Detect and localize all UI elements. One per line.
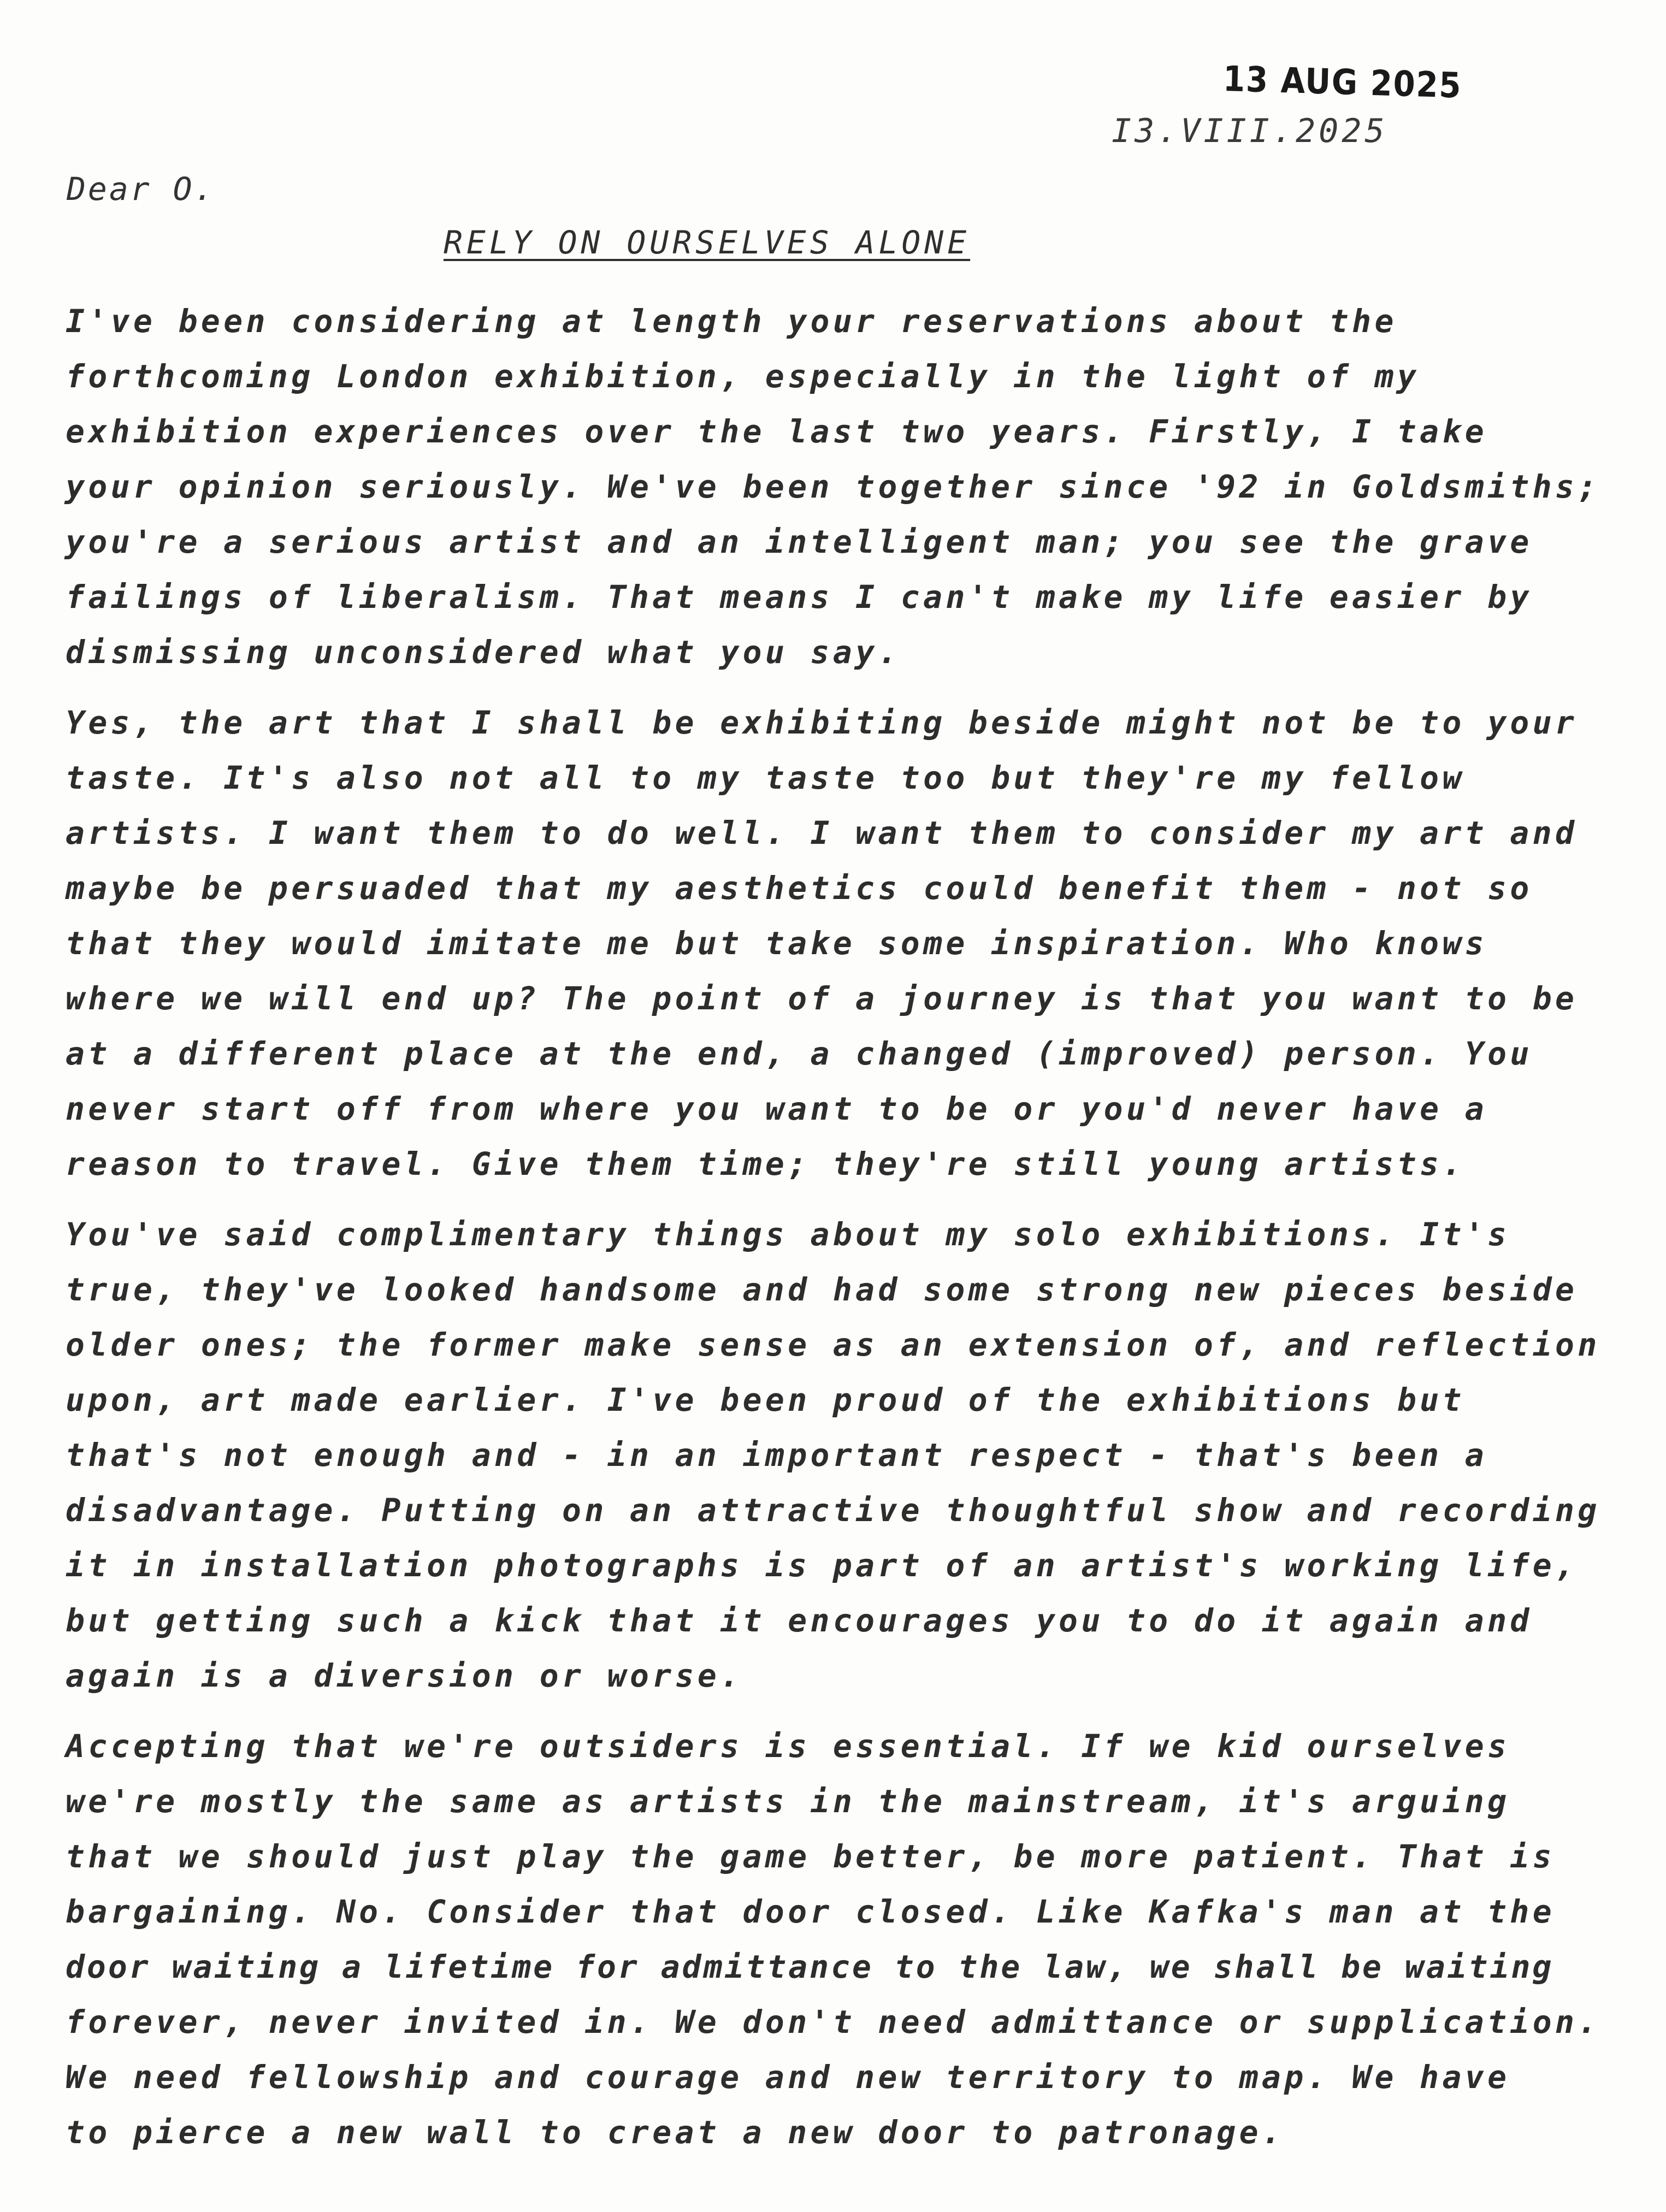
paragraph xyxy=(66,1207,1639,1704)
letter-date: I3.VIII.2025 xyxy=(1112,112,1388,150)
text-line: disadvantage. Putting on an attractive thoughtful show and recording xyxy=(66,1492,1600,1529)
text-line: Accepting that we're outsiders is essential. If we kid ourselves xyxy=(66,1728,1510,1765)
text-line: true, they've looked handsome and had some strong new pieces beside xyxy=(66,1271,1578,1308)
text-line: I've been considering at length your reservations about the xyxy=(66,303,1397,340)
paragraph xyxy=(66,695,1639,1192)
paragraph xyxy=(66,294,1639,680)
text-line: door waiting a lifetime for admittance to the law, we shall be waiting xyxy=(66,1948,1554,1985)
text-line: We need fellowship and courage and new territory to map. We have xyxy=(66,2059,1510,2096)
text-line: that they would imitate me but take some inspiration. Who knows xyxy=(66,925,1488,962)
text-line: failings of liberalism. That means I can't make my life easier by xyxy=(66,578,1533,616)
text-line: Yes, the art that I shall be exhibiting beside might not be to your xyxy=(66,704,1578,741)
text-line: that we should just play the game better, be more patient. That is xyxy=(66,1838,1556,1875)
text-line: your opinion seriously. We've been together since '92 in Goldsmiths; xyxy=(66,468,1600,505)
text-line: exhibition experiences over the last two years. Firstly, I take xyxy=(66,413,1488,450)
text-line: at a different place at the end, a changed (improved) person. You xyxy=(66,1035,1533,1072)
letter-body xyxy=(66,294,1639,2175)
text-line: that's not enough and - in an important respect - that's been a xyxy=(66,1436,1488,1474)
date-stamp: 13 AUG 2025 xyxy=(1222,59,1463,107)
letter-heading: RELY ON OURSELVES ALONE xyxy=(444,224,971,261)
text-line: taste. It's also not all to my taste too but they're my fellow xyxy=(66,759,1465,796)
text-line: reason to travel. Give them time; they're still young artists. xyxy=(66,1145,1465,1182)
text-line: we're mostly the same as artists in the mainstream, it's arguing xyxy=(66,1783,1510,1820)
text-line: where we will end up? The point of a journey is that you want to be xyxy=(66,980,1578,1017)
text-line: older ones; the former make sense as an extension of, and reflection xyxy=(66,1326,1600,1363)
text-line: it in installation photographs is part of an artist's working life, xyxy=(66,1547,1578,1584)
text-line: forever, never invited in. We don't need admittance or supplication. xyxy=(66,2003,1600,2041)
text-line: you're a serious artist and an intelligent man; you see the grave xyxy=(66,523,1533,560)
text-line: You've said complimentary things about my solo exhibitions. It's xyxy=(66,1216,1510,1253)
text-line: upon, art made earlier. I've been proud of the exhibitions but xyxy=(66,1381,1465,1418)
paragraph xyxy=(66,1719,1639,2160)
text-line: maybe be persuaded that my aesthetics could benefit them - not so xyxy=(66,870,1533,907)
text-line: again is a diversion or worse. xyxy=(66,1657,743,1694)
text-line: artists. I want them to do well. I want them to consider my art and xyxy=(66,814,1578,851)
text-line: forthcoming London exhibition, especially in the light of my xyxy=(66,358,1420,395)
text-line: never start off from where you want to be or you'd never have a xyxy=(66,1090,1488,1127)
text-line: to pierce a new wall to creat a new door to patronage. xyxy=(66,2114,1285,2151)
text-line: dismissing unconsidered what you say. xyxy=(66,634,901,671)
text-line: but getting such a kick that it encourages you to do it again and xyxy=(66,1602,1533,1639)
salutation: Dear O. xyxy=(67,170,216,208)
text-line: bargaining. No. Consider that door closed. Like Kafka's man at the xyxy=(66,1893,1556,1930)
